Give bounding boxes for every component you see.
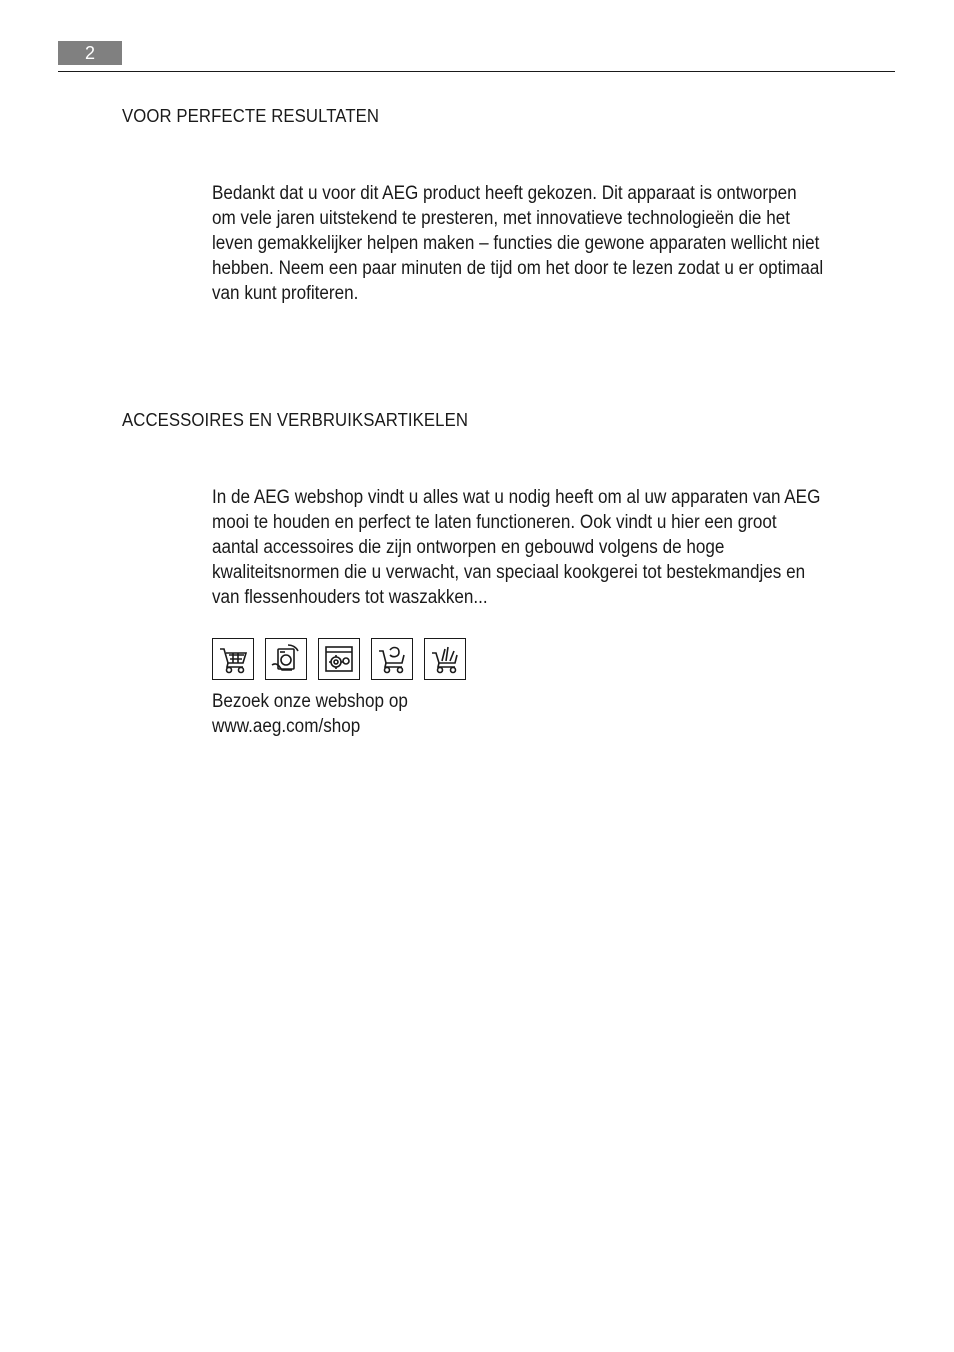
gear-oven-icon — [318, 638, 360, 680]
header-rule — [58, 71, 895, 72]
webshop-icons — [212, 638, 466, 680]
paragraph-line: kwaliteitsnormen die u verwacht, van speciaal kookgerei tot bestekmandjes en — [212, 562, 806, 583]
paragraph-line: In de AEG webshop vindt u alles wat u nodig heeft om al uw apparaten van AEG — [212, 487, 821, 508]
accessories-paragraph — [212, 485, 878, 610]
intro-paragraph — [212, 181, 878, 306]
section-title-results: VOOR PERFECTE RESULTATEN — [122, 106, 380, 126]
visit-line: Bezoek onze webshop op — [212, 691, 408, 712]
webshop-visit-text — [212, 689, 878, 739]
paragraph-line: hebben. Neem een paar minuten de tijd om het door te lezen zodat u er optimaal — [212, 258, 824, 279]
paragraph-line: om vele jaren uitstekend te presteren, met innovatieve technologieën die het — [212, 208, 790, 229]
page-number: 2 — [58, 41, 122, 65]
paragraph-line: Bedankt dat u voor dit AEG product heeft gekozen. Dit apparaat is ontworpen — [212, 183, 797, 204]
webshop-url[interactable]: www.aeg.com/shop — [212, 716, 361, 737]
cart-care-icon — [371, 638, 413, 680]
paragraph-line: van flessenhouders tot waszakken... — [212, 587, 488, 608]
paragraph-line: mooi te houden en perfect te laten functioneren. Ook vindt u hier een groot — [212, 512, 777, 533]
appliance-hand-icon — [265, 638, 307, 680]
shopping-cart-icon — [212, 638, 254, 680]
paragraph-line: leven gemakkelijker helpen maken – functies die gewone apparaten wellicht niet — [212, 233, 820, 254]
cart-bottles-icon — [424, 638, 466, 680]
paragraph-line: aantal accessoires die zijn ontworpen en gebouwd volgens de hoge — [212, 537, 725, 558]
section-title-accessories: ACCESSOIRES EN VERBRUIKSARTIKELEN — [122, 410, 469, 430]
paragraph-line: van kunt profiteren. — [212, 283, 359, 304]
